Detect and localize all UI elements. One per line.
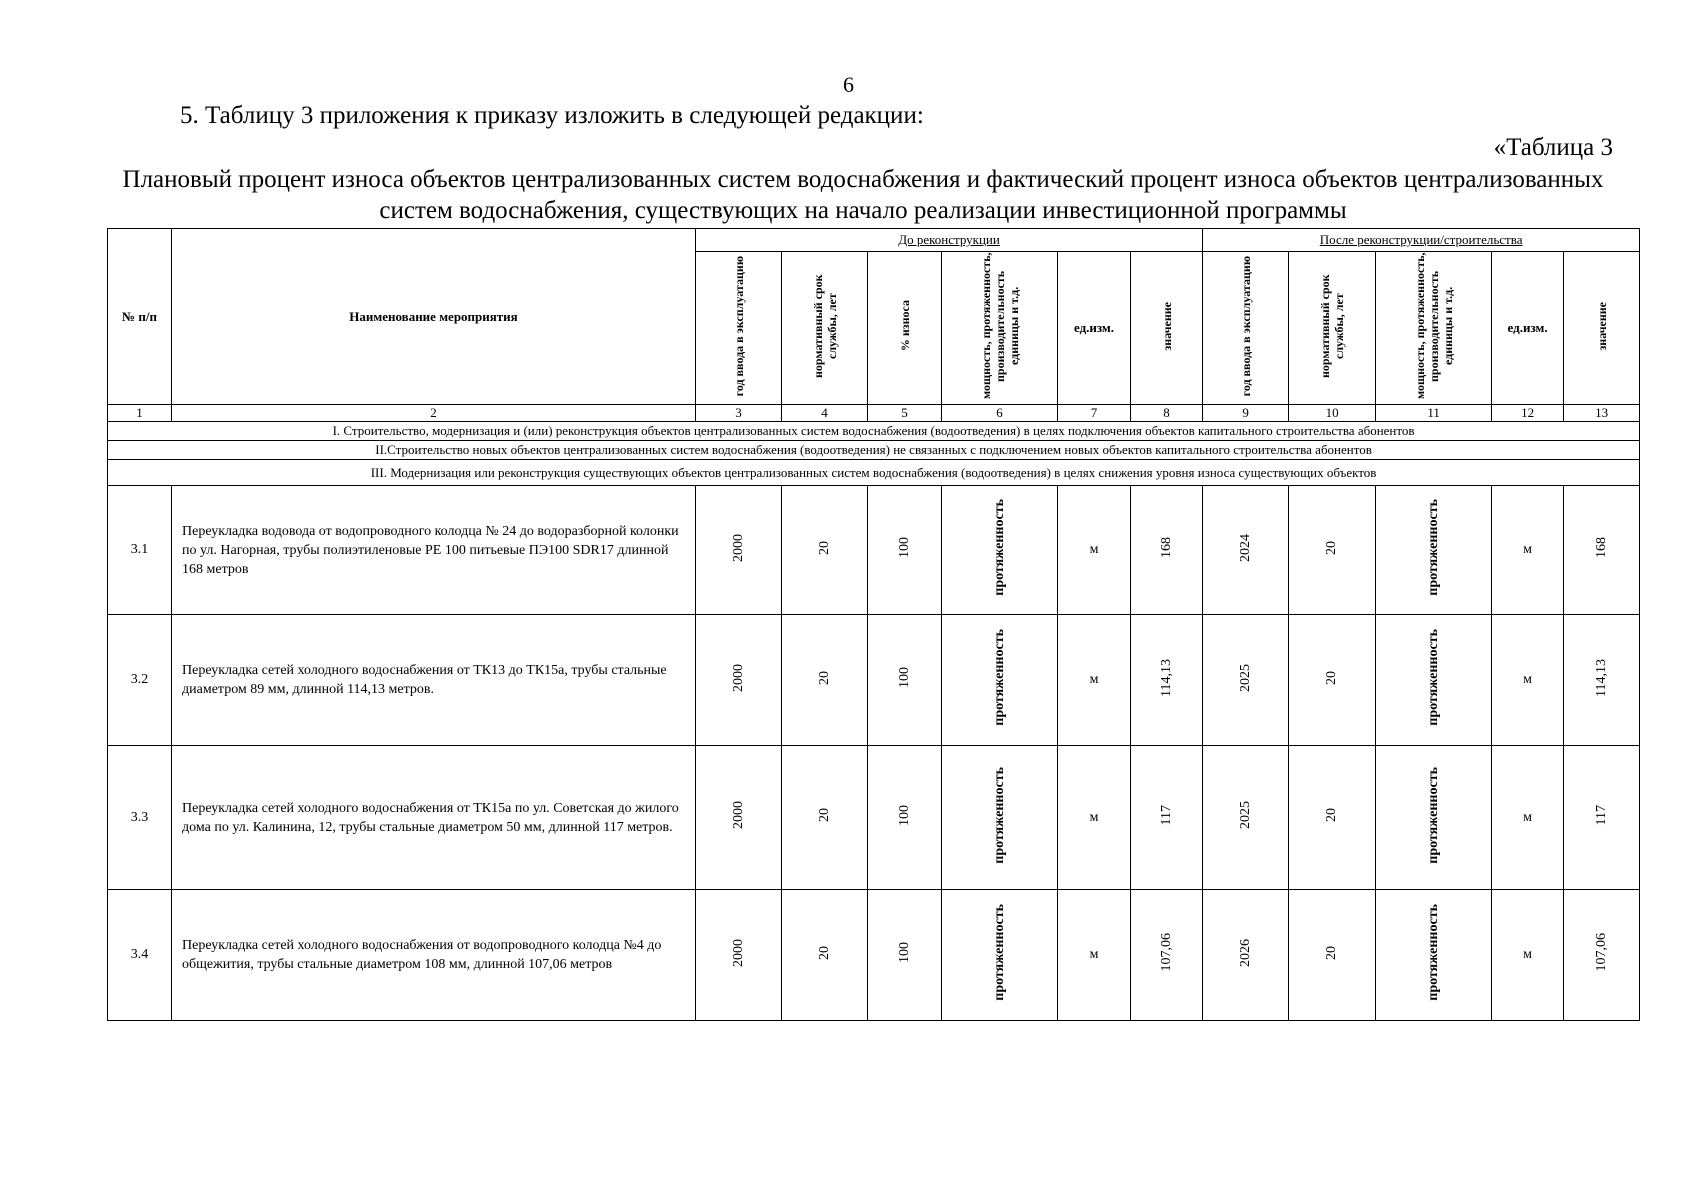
- row-capacity: протяженность: [942, 746, 1058, 890]
- row-unit: м: [1058, 486, 1131, 615]
- section-3: III. Модернизация или реконструкция существующих объектов централизованных систем водоснабжения (водоотведения) в целях снижения уровня износа существующих объектов: [108, 460, 1640, 486]
- row-value-after: 168: [1564, 486, 1640, 615]
- group-before: До реконструкции: [696, 229, 1203, 252]
- row-capacity: протяженность: [942, 486, 1058, 615]
- row-unit: м: [1058, 615, 1131, 746]
- page-number: 6: [843, 72, 854, 97]
- header-value-after: значение: [1564, 252, 1640, 405]
- column-number: 10: [1289, 405, 1376, 422]
- column-numbers-row: [108, 405, 1640, 422]
- row-year: 2000: [696, 890, 782, 1021]
- row-capacity: протяженность: [942, 890, 1058, 1021]
- header-capacity-after: мощность, протяженность, производительность единицы и т.д.: [1376, 252, 1492, 405]
- row-capacity-after: протяженность: [1376, 746, 1492, 890]
- column-number: 5: [868, 405, 942, 422]
- row-norm: 20: [782, 890, 868, 1021]
- row-value: 114,13: [1131, 615, 1203, 746]
- column-number: 3: [696, 405, 782, 422]
- header-year: год ввода в эксплуатацию: [696, 252, 782, 405]
- table-row: [108, 486, 1640, 615]
- header-value: значение: [1131, 252, 1203, 405]
- row-year-after: 2025: [1203, 615, 1289, 746]
- row-wear: 100: [868, 615, 942, 746]
- table-row: [108, 890, 1640, 1021]
- row-wear: 100: [868, 746, 942, 890]
- column-number: 7: [1058, 405, 1131, 422]
- row-capacity: протяженность: [942, 615, 1058, 746]
- row-value: 107,06: [1131, 890, 1203, 1021]
- row-num: 3.4: [108, 890, 172, 1021]
- row-name: Переукладка сетей холодного водоснабжения от ТК13 до ТК15а, трубы стальные диаметром 89 мм, длинной 114,13 метров.: [172, 615, 696, 746]
- row-year: 2000: [696, 486, 782, 615]
- table-label: «Таблица 3: [1493, 134, 1613, 161]
- header-num: № п/п: [108, 229, 172, 405]
- header-norm: нормативный срок службы, лет: [782, 252, 868, 405]
- row-norm: 20: [782, 486, 868, 615]
- row-year-after: 2025: [1203, 746, 1289, 890]
- row-value: 168: [1131, 486, 1203, 615]
- table-title: Плановый процент износа объектов централизованных систем водоснабжения и фактический процент износа объектов централизованных систем водоснабжения, существующих на начало реализации инвестиционной программы: [122, 166, 1604, 224]
- column-number: 8: [1131, 405, 1203, 422]
- row-norm: 20: [782, 746, 868, 890]
- row-unit-after: м: [1492, 746, 1564, 890]
- row-capacity-after: протяженность: [1376, 890, 1492, 1021]
- row-capacity-after: протяженность: [1376, 486, 1492, 615]
- row-name: Переукладка сетей холодного водоснабжения от водопроводного колодца №4 до общежития, трубы стальные диаметром 108 мм, длинной 107,06 метров: [172, 890, 696, 1021]
- row-year-after: 2026: [1203, 890, 1289, 1021]
- row-year: 2000: [696, 746, 782, 890]
- header-year-after: год ввода в эксплуатацию: [1203, 252, 1289, 405]
- row-value-after: 117: [1564, 746, 1640, 890]
- row-year: 2000: [696, 615, 782, 746]
- row-norm-after: 20: [1289, 890, 1376, 1021]
- row-norm-after: 20: [1289, 746, 1376, 890]
- row-unit: м: [1058, 746, 1131, 890]
- row-num: 3.3: [108, 746, 172, 890]
- section-2: II.Строительство новых объектов централизованных систем водоснабжения (водоотведения) не связанных с подключением новых объектов капитального строительства абонентов: [108, 441, 1640, 460]
- header-unit: ед.изм.: [1058, 252, 1131, 405]
- wear-table: [107, 228, 1640, 1021]
- row-num: 3.2: [108, 615, 172, 746]
- row-name: Переукладка водовода от водопроводного колодца № 24 до водоразборной колонки по ул. Нагорная, трубы полиэтиленовые PE 100 питьевые ПЭ100 SDR17 длинной 168 метров: [172, 486, 696, 615]
- section-1: I. Строительство, модернизация и (или) реконструкция объектов централизованных систем водоснабжения (водоотведения) в целях подключения объектов капитального строительства абонентов: [108, 422, 1640, 441]
- column-number: 6: [942, 405, 1058, 422]
- row-unit-after: м: [1492, 890, 1564, 1021]
- intro-text: 5. Таблицу 3 приложения к приказу изложить в следующей редакции:: [180, 102, 924, 129]
- row-value-after: 114,13: [1564, 615, 1640, 746]
- column-number: 9: [1203, 405, 1289, 422]
- row-value: 117: [1131, 746, 1203, 890]
- row-name: Переукладка сетей холодного водоснабжения от ТК15а по ул. Советская до жилого дома по ул. Калинина, 12, трубы стальные диаметром 50 мм, длинной 117 метров.: [172, 746, 696, 890]
- group-after: После реконструкции/строительства: [1203, 229, 1640, 252]
- row-norm-after: 20: [1289, 615, 1376, 746]
- row-num: 3.1: [108, 486, 172, 615]
- row-value-after: 107,06: [1564, 890, 1640, 1021]
- row-year-after: 2024: [1203, 486, 1289, 615]
- table-row: [108, 615, 1640, 746]
- column-number: 2: [172, 405, 696, 422]
- header-name: Наименование мероприятия: [172, 229, 696, 405]
- header-unit-after: ед.изм.: [1492, 252, 1564, 405]
- row-unit-after: м: [1492, 486, 1564, 615]
- column-number: 12: [1492, 405, 1564, 422]
- header-capacity: мощность, протяженность, производительность единицы и т.д.: [942, 252, 1058, 405]
- row-wear: 100: [868, 890, 942, 1021]
- row-norm-after: 20: [1289, 486, 1376, 615]
- header-wear: % износа: [868, 252, 942, 405]
- column-number: 13: [1564, 405, 1640, 422]
- row-unit-after: м: [1492, 615, 1564, 746]
- row-wear: 100: [868, 486, 942, 615]
- column-number: 1: [108, 405, 172, 422]
- column-number: 4: [782, 405, 868, 422]
- column-number: 11: [1376, 405, 1492, 422]
- header-norm-after: нормативный срок службы, лет: [1289, 252, 1376, 405]
- row-norm: 20: [782, 615, 868, 746]
- table-row: [108, 746, 1640, 890]
- row-capacity-after: протяженность: [1376, 615, 1492, 746]
- row-unit: м: [1058, 890, 1131, 1021]
